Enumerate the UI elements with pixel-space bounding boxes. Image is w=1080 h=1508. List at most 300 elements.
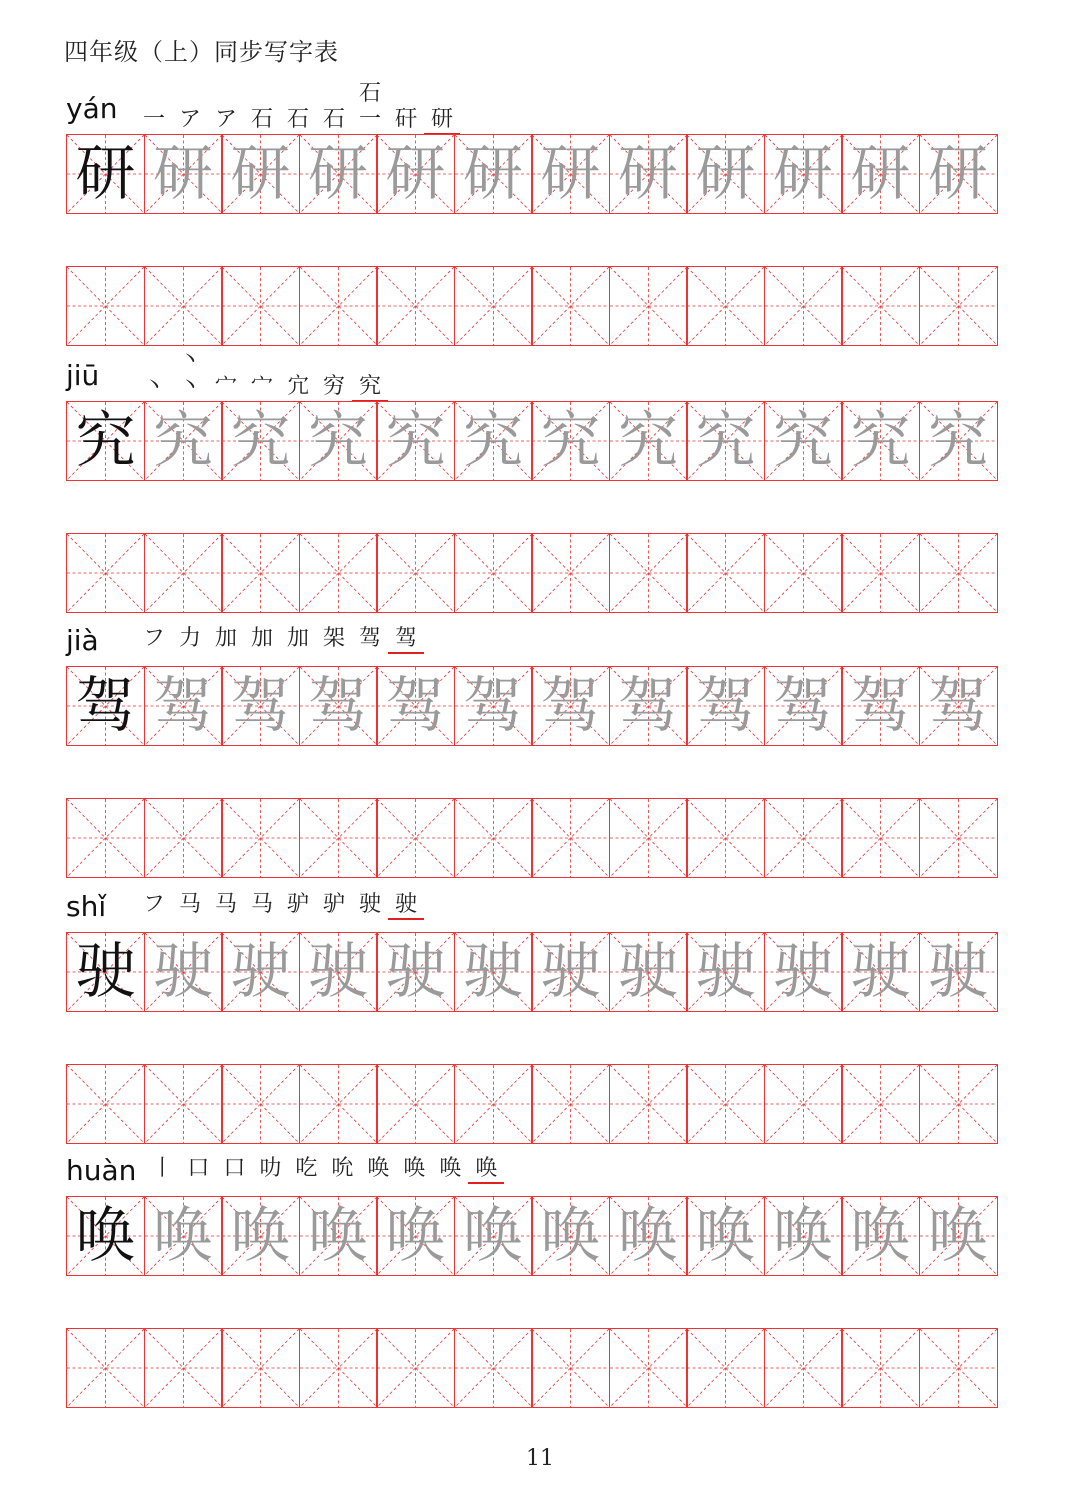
tian-zi-guide-lines [377, 799, 454, 877]
model-cell[interactable] [66, 401, 145, 481]
trace-character: 驾 [928, 671, 988, 741]
trace-character: 驾 [230, 671, 291, 741]
tracing-cell[interactable] [764, 932, 843, 1012]
tracing-cell[interactable] [841, 932, 920, 1012]
blank-practice-cell[interactable] [919, 533, 998, 613]
tracing-grid-row [66, 401, 996, 481]
blank-practice-cell[interactable] [764, 266, 843, 346]
tracing-cell[interactable] [454, 401, 533, 481]
tracing-cell[interactable] [686, 932, 765, 1012]
tracing-cell[interactable] [919, 401, 998, 481]
tian-zi-guide-lines [610, 799, 687, 877]
trace-character: 驶 [385, 937, 446, 1007]
stroke-step: 吃 [295, 1156, 318, 1181]
tian-zi-guide-lines [765, 1065, 842, 1143]
tian-zi-guide-lines [532, 799, 609, 877]
tracing-cell[interactable] [919, 1196, 998, 1276]
stroke-step: フ [142, 626, 165, 651]
model-cell[interactable] [66, 666, 145, 746]
trace-character: 研 [928, 139, 988, 209]
tracing-cell[interactable] [919, 134, 998, 214]
trace-character: 唤 [928, 1201, 988, 1271]
blank-practice-cell[interactable] [764, 1328, 843, 1408]
blank-practice-cell[interactable] [299, 798, 378, 878]
tian-zi-guide-lines [532, 1329, 609, 1407]
stroke-step: 驴 [322, 892, 345, 917]
blank-practice-cell[interactable] [764, 798, 843, 878]
tian-zi-guide-lines [222, 1329, 299, 1407]
tian-zi-guide-lines [842, 1065, 919, 1143]
tracing-cell[interactable] [686, 666, 765, 746]
tracing-cell[interactable] [531, 134, 610, 214]
stroke-step: 丶丶 [178, 348, 201, 399]
tian-zi-guide-lines [610, 1065, 687, 1143]
blank-practice-grid-row [66, 798, 996, 878]
trace-character: 驶 [695, 937, 756, 1007]
blank-practice-cell[interactable] [299, 1064, 378, 1144]
stroke-order-sequence [136, 892, 424, 920]
model-cell[interactable] [66, 932, 145, 1012]
trace-character: 驶 [618, 937, 678, 1007]
tian-zi-guide-lines [145, 799, 222, 877]
trace-character: 研 [385, 139, 446, 209]
trace-character: 唤 [618, 1201, 678, 1271]
blank-practice-cell[interactable] [841, 533, 920, 613]
blank-practice-cell[interactable] [66, 1328, 145, 1408]
character-block [0, 81, 1080, 354]
tracing-cell[interactable] [454, 134, 533, 214]
blank-practice-cell[interactable] [454, 266, 533, 346]
tracing-cell[interactable] [609, 932, 688, 1012]
stroke-step: 一 [142, 107, 165, 132]
trace-character: 研 [230, 139, 291, 209]
tian-zi-guide-lines [145, 267, 222, 345]
pinyin-label: shǐ [66, 889, 107, 923]
trace-character: 驾 [308, 671, 368, 741]
tian-zi-guide-lines [687, 267, 764, 345]
trace-character: 唤 [153, 1201, 213, 1271]
trace-character: 驾 [463, 671, 523, 741]
tian-zi-guide-lines [145, 534, 222, 612]
character-block [0, 620, 1080, 886]
model-character: 究 [75, 406, 136, 476]
tian-zi-guide-lines [610, 1329, 687, 1407]
blank-practice-cell[interactable] [919, 798, 998, 878]
stroke-step: ア [178, 107, 201, 132]
model-character: 驶 [75, 937, 136, 1007]
stroke-step: 矸 [394, 107, 417, 132]
trace-character: 驾 [153, 671, 213, 741]
tian-zi-guide-lines [377, 1329, 454, 1407]
blank-practice-cell[interactable] [686, 533, 765, 613]
tracing-cell[interactable] [221, 134, 300, 214]
blank-practice-cell[interactable] [376, 533, 455, 613]
stroke-step: 石 [322, 107, 345, 132]
trace-character: 究 [463, 406, 523, 476]
tian-zi-guide-lines [300, 534, 377, 612]
blank-practice-cell[interactable] [376, 1064, 455, 1144]
tian-zi-guide-lines [300, 267, 377, 345]
stroke-step: 驴 [286, 892, 309, 917]
tracing-grid-row [66, 1196, 996, 1276]
blank-practice-cell[interactable] [841, 1064, 920, 1144]
trace-character: 研 [463, 139, 523, 209]
tian-zi-guide-lines [455, 267, 532, 345]
tracing-cell[interactable] [764, 134, 843, 214]
stroke-order-sequence [144, 1156, 504, 1184]
tian-zi-guide-lines [300, 1329, 377, 1407]
tian-zi-guide-lines [67, 1065, 144, 1143]
tracing-cell[interactable] [299, 401, 378, 481]
tracing-cell[interactable] [919, 932, 998, 1012]
stroke-step: 驾 [388, 626, 424, 654]
trace-character: 唤 [540, 1201, 601, 1271]
trace-character: 驶 [463, 937, 523, 1007]
tian-zi-guide-lines [222, 267, 299, 345]
stroke-step: 马 [214, 892, 237, 917]
pinyin-stroke-row [66, 1150, 504, 1190]
tracing-cell[interactable] [221, 932, 300, 1012]
model-cell[interactable] [66, 1196, 145, 1276]
blank-practice-cell[interactable] [609, 266, 688, 346]
blank-practice-cell[interactable] [144, 533, 223, 613]
tracing-cell[interactable] [531, 932, 610, 1012]
tracing-cell[interactable] [764, 1196, 843, 1276]
tian-zi-guide-lines [222, 799, 299, 877]
character-block [0, 1150, 1080, 1416]
stroke-step: 加 [214, 626, 237, 651]
tian-zi-guide-lines [67, 534, 144, 612]
blank-practice-cell[interactable] [144, 798, 223, 878]
blank-practice-cell[interactable] [531, 533, 610, 613]
pinyin-stroke-row [66, 620, 424, 660]
stroke-order-sequence [136, 626, 424, 654]
stroke-step: 驶 [358, 892, 381, 917]
stroke-step: 宀 [250, 374, 273, 399]
tracing-cell[interactable] [609, 134, 688, 214]
blank-practice-cell[interactable] [66, 266, 145, 346]
blank-practice-cell[interactable] [66, 533, 145, 613]
tracing-cell[interactable] [841, 666, 920, 746]
tian-zi-guide-lines [532, 1065, 609, 1143]
blank-practice-cell[interactable] [919, 266, 998, 346]
header-title: 四年级（上）同步写字表 [64, 38, 339, 66]
blank-practice-cell[interactable] [221, 266, 300, 346]
blank-practice-cell[interactable] [144, 1328, 223, 1408]
trace-character: 究 [308, 406, 368, 476]
trace-character: 驾 [773, 671, 833, 741]
blank-practice-cell[interactable] [531, 1328, 610, 1408]
blank-practice-cell[interactable] [764, 533, 843, 613]
tracing-cell[interactable] [841, 134, 920, 214]
tracing-cell[interactable] [299, 1196, 378, 1276]
stroke-step: 马 [250, 892, 273, 917]
tracing-cell[interactable] [144, 401, 223, 481]
trace-character: 驶 [230, 937, 291, 1007]
tian-zi-guide-lines [765, 534, 842, 612]
trace-character: 唤 [773, 1201, 833, 1271]
blank-practice-cell[interactable] [841, 1328, 920, 1408]
tian-zi-guide-lines [377, 534, 454, 612]
tian-zi-guide-lines [145, 1329, 222, 1407]
tracing-grid-row [66, 134, 996, 214]
tracing-cell[interactable] [299, 932, 378, 1012]
tracing-cell[interactable] [221, 1196, 300, 1276]
blank-practice-cell[interactable] [66, 798, 145, 878]
stroke-order-sequence [136, 81, 460, 135]
trace-character: 唤 [695, 1201, 756, 1271]
blank-practice-cell[interactable] [764, 1064, 843, 1144]
blank-practice-cell[interactable] [376, 1328, 455, 1408]
tian-zi-guide-lines [765, 1329, 842, 1407]
tracing-cell[interactable] [919, 666, 998, 746]
tian-zi-guide-lines [920, 1329, 997, 1407]
pinyin-label: yán [66, 91, 118, 125]
trace-character: 究 [153, 406, 213, 476]
tian-zi-guide-lines [222, 534, 299, 612]
stroke-step: 力 [178, 626, 201, 651]
tracing-cell[interactable] [144, 932, 223, 1012]
tian-zi-guide-lines [842, 267, 919, 345]
stroke-step: 口 [187, 1156, 210, 1181]
blank-practice-cell[interactable] [221, 1064, 300, 1144]
stroke-step: 石 [250, 107, 273, 132]
blank-practice-cell[interactable] [66, 1064, 145, 1144]
tracing-cell[interactable] [686, 401, 765, 481]
trace-character: 究 [773, 406, 833, 476]
trace-character: 驾 [618, 671, 678, 741]
tian-zi-guide-lines [455, 799, 532, 877]
stroke-step: 究 [352, 374, 388, 402]
tracing-cell[interactable] [299, 666, 378, 746]
tian-zi-guide-lines [610, 267, 687, 345]
tracing-cell[interactable] [454, 666, 533, 746]
tracing-cell[interactable] [531, 401, 610, 481]
blank-practice-cell[interactable] [144, 266, 223, 346]
trace-character: 驶 [850, 937, 911, 1007]
trace-character: 究 [850, 406, 911, 476]
blank-practice-cell[interactable] [919, 1064, 998, 1144]
stroke-step: 宂 [286, 374, 309, 399]
blank-practice-grid-row [66, 533, 996, 613]
trace-character: 唤 [463, 1201, 523, 1271]
tian-zi-guide-lines [377, 1065, 454, 1143]
trace-character: 研 [153, 139, 213, 209]
trace-character: 驶 [928, 937, 988, 1007]
blank-practice-cell[interactable] [454, 533, 533, 613]
blank-practice-cell[interactable] [686, 1328, 765, 1408]
blank-practice-cell[interactable] [376, 798, 455, 878]
trace-character: 究 [618, 406, 678, 476]
blank-practice-cell[interactable] [221, 1328, 300, 1408]
tracing-cell[interactable] [376, 401, 455, 481]
tracing-cell[interactable] [531, 666, 610, 746]
tian-zi-guide-lines [300, 799, 377, 877]
trace-character: 研 [695, 139, 756, 209]
tracing-cell[interactable] [454, 1196, 533, 1276]
stroke-step: 丶 [142, 374, 165, 399]
pinyin-label: jiū [66, 358, 100, 392]
tian-zi-guide-lines [455, 1329, 532, 1407]
tracing-cell[interactable] [609, 666, 688, 746]
tian-zi-guide-lines [222, 1065, 299, 1143]
stroke-step: 加 [286, 626, 309, 651]
stroke-step: 石一 [358, 81, 381, 132]
blank-practice-cell[interactable] [919, 1328, 998, 1408]
tracing-cell[interactable] [764, 666, 843, 746]
tian-zi-guide-lines [920, 1065, 997, 1143]
blank-practice-cell[interactable] [299, 266, 378, 346]
model-character: 研 [75, 139, 136, 209]
blank-practice-cell[interactable] [609, 798, 688, 878]
trace-character: 驾 [695, 671, 756, 741]
tracing-cell[interactable] [609, 1196, 688, 1276]
blank-practice-cell[interactable] [686, 798, 765, 878]
blank-practice-cell[interactable] [841, 798, 920, 878]
tracing-cell[interactable] [609, 401, 688, 481]
stroke-step: 宀 [214, 374, 237, 399]
blank-practice-cell[interactable] [454, 1064, 533, 1144]
tracing-cell[interactable] [454, 932, 533, 1012]
tracing-cell[interactable] [764, 401, 843, 481]
tian-zi-guide-lines [145, 1065, 222, 1143]
stroke-step: 石 [286, 107, 309, 132]
trace-character: 究 [695, 406, 756, 476]
pinyin-stroke-row [66, 81, 460, 132]
stroke-step: 唤 [403, 1156, 426, 1181]
trace-character: 驾 [540, 671, 601, 741]
pinyin-label: jià [66, 623, 99, 657]
trace-character: 究 [230, 406, 291, 476]
blank-practice-cell[interactable] [609, 1328, 688, 1408]
stroke-step: 唤 [468, 1156, 504, 1184]
blank-practice-grid-row [66, 1064, 996, 1144]
tian-zi-guide-lines [842, 799, 919, 877]
tian-zi-guide-lines [920, 534, 997, 612]
stroke-step: 架 [322, 626, 345, 651]
tian-zi-guide-lines [67, 267, 144, 345]
model-cell[interactable] [66, 134, 145, 214]
blank-practice-cell[interactable] [454, 798, 533, 878]
stroke-step: 唤 [367, 1156, 390, 1181]
blank-practice-cell[interactable] [221, 533, 300, 613]
tian-zi-guide-lines [920, 267, 997, 345]
trace-character: 唤 [850, 1201, 911, 1271]
blank-practice-cell[interactable] [454, 1328, 533, 1408]
stroke-step: 驾 [358, 626, 381, 651]
pinyin-stroke-row [66, 886, 424, 926]
tracing-cell[interactable] [841, 401, 920, 481]
tracing-cell[interactable] [144, 134, 223, 214]
tracing-cell[interactable] [144, 1196, 223, 1276]
blank-practice-cell[interactable] [686, 1064, 765, 1144]
stroke-step: 口 [223, 1156, 246, 1181]
tian-zi-guide-lines [765, 799, 842, 877]
tian-zi-guide-lines [455, 1065, 532, 1143]
trace-character: 研 [773, 139, 833, 209]
trace-character: 研 [618, 139, 678, 209]
stroke-step: 加 [250, 626, 273, 651]
stroke-step: 穷 [322, 374, 345, 399]
tracing-grid-row [66, 932, 996, 1012]
pinyin-label: huàn [66, 1153, 137, 1187]
trace-character: 研 [540, 139, 601, 209]
tian-zi-guide-lines [765, 267, 842, 345]
blank-practice-cell[interactable] [376, 266, 455, 346]
blank-practice-cell[interactable] [609, 1064, 688, 1144]
blank-practice-cell[interactable] [531, 266, 610, 346]
stroke-order-sequence [136, 348, 388, 402]
tian-zi-guide-lines [687, 534, 764, 612]
stroke-step: 吮 [331, 1156, 354, 1181]
tian-zi-guide-lines [842, 1329, 919, 1407]
page-number: 11 [526, 1446, 554, 1471]
trace-character: 驶 [153, 937, 213, 1007]
stroke-step: 驶 [388, 892, 424, 920]
trace-character: 驶 [773, 937, 833, 1007]
tracing-cell[interactable] [376, 134, 455, 214]
tian-zi-guide-lines [377, 267, 454, 345]
trace-character: 研 [850, 139, 911, 209]
tracing-cell[interactable] [686, 1196, 765, 1276]
stroke-step: 马 [178, 892, 201, 917]
tian-zi-guide-lines [687, 1329, 764, 1407]
blank-practice-cell[interactable] [531, 1064, 610, 1144]
tracing-cell[interactable] [686, 134, 765, 214]
stroke-step: 丨 [151, 1156, 174, 1181]
trace-character: 究 [928, 406, 988, 476]
tian-zi-guide-lines [687, 799, 764, 877]
stroke-step: ア [214, 107, 237, 132]
tracing-cell[interactable] [376, 666, 455, 746]
trace-character: 驶 [540, 937, 601, 1007]
tian-zi-guide-lines [300, 1065, 377, 1143]
trace-character: 唤 [308, 1201, 368, 1271]
trace-character: 唤 [230, 1201, 291, 1271]
blank-practice-grid-row [66, 266, 996, 346]
blank-practice-cell[interactable] [841, 266, 920, 346]
blank-practice-cell[interactable] [531, 798, 610, 878]
tian-zi-guide-lines [67, 1329, 144, 1407]
tian-zi-guide-lines [455, 534, 532, 612]
tracing-cell[interactable] [144, 666, 223, 746]
blank-practice-grid-row [66, 1328, 996, 1408]
stroke-step: 唤 [439, 1156, 462, 1181]
blank-practice-cell[interactable] [221, 798, 300, 878]
tracing-cell[interactable] [531, 1196, 610, 1276]
blank-practice-cell[interactable] [299, 533, 378, 613]
tian-zi-guide-lines [687, 1065, 764, 1143]
blank-practice-cell[interactable] [609, 533, 688, 613]
tracing-cell[interactable] [841, 1196, 920, 1276]
blank-practice-cell[interactable] [686, 266, 765, 346]
tracing-cell[interactable] [221, 401, 300, 481]
tian-zi-guide-lines [610, 534, 687, 612]
tian-zi-guide-lines [532, 267, 609, 345]
tracing-cell[interactable] [299, 134, 378, 214]
tracing-cell[interactable] [376, 932, 455, 1012]
trace-character: 究 [540, 406, 601, 476]
tian-zi-guide-lines [67, 799, 144, 877]
model-character: 唤 [75, 1201, 136, 1271]
tian-zi-guide-lines [842, 534, 919, 612]
trace-character: 驶 [308, 937, 368, 1007]
stroke-step: 叻 [259, 1156, 282, 1181]
blank-practice-cell[interactable] [144, 1064, 223, 1144]
tracing-cell[interactable] [376, 1196, 455, 1276]
blank-practice-cell[interactable] [299, 1328, 378, 1408]
tracing-cell[interactable] [221, 666, 300, 746]
